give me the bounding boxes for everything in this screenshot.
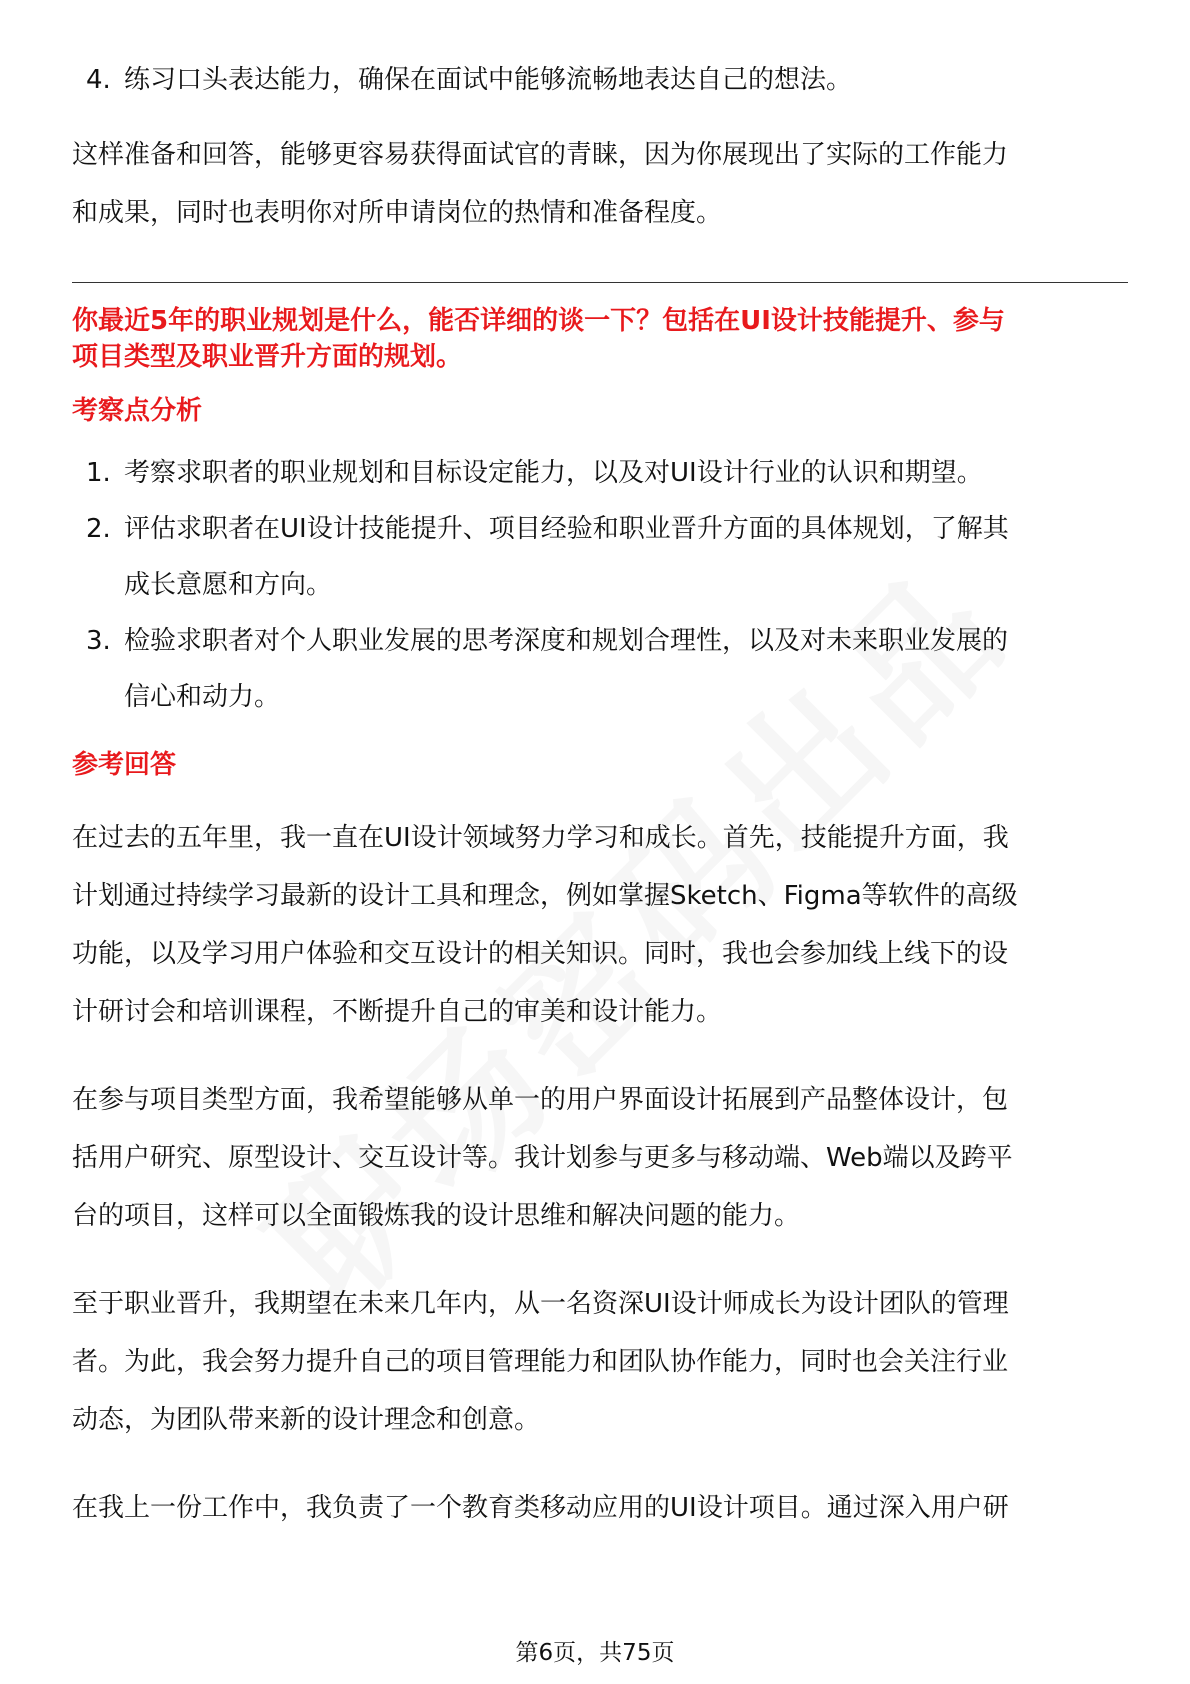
paragraph-line: 在过去的五年里，我一直在UI设计领域努力学习和成长。首先，技能提升方面，我 xyxy=(72,823,1009,853)
page-footer: 第6页，共75页 xyxy=(515,1640,675,1666)
list-item xyxy=(72,445,1128,501)
paragraph-line: 在我上一份工作中，我负责了一个教育类移动应用的UI设计项目。通过深入用户研 xyxy=(72,1493,1009,1523)
paragraph-line: 计研讨会和培训课程，不断提升自己的审美和设计能力。 xyxy=(72,997,723,1027)
list-item xyxy=(72,501,1128,613)
list-item-line: 信心和动力。 xyxy=(124,682,281,712)
paragraph-line: 功能，以及学习用户体验和交互设计的相关知识。同时，我也会参加线上线下的设 xyxy=(72,939,1009,969)
document-page xyxy=(72,52,1128,1537)
paragraph-line: 这样准备和回答，能够更容易获得面试官的青睐，因为你展现出了实际的工作能力 xyxy=(72,140,1009,170)
list-item-line: 评估求职者在UI设计技能提升、项目经验和职业晋升方面的具体规划，了解其 xyxy=(124,514,1009,544)
answer-heading: 参考回答 xyxy=(72,750,177,780)
list-item-line: 考察求职者的职业规划和目标设定能力，以及对UI设计行业的认识和期望。 xyxy=(124,458,983,488)
analysis-list xyxy=(72,445,1128,725)
answer-paragraph xyxy=(72,1479,1128,1537)
paragraph-line: 者。为此，我会努力提升自己的项目管理能力和团队协作能力，同时也会关注行业 xyxy=(72,1347,1009,1377)
question-line: 项目类型及职业晋升方面的规划。 xyxy=(72,342,463,372)
answer-paragraph xyxy=(72,1071,1128,1245)
paragraph-line: 至于职业晋升，我期望在未来几年内，从一名资深UI设计师成长为设计团队的管理 xyxy=(72,1289,1009,1319)
list-item xyxy=(72,52,1128,108)
list-item-line: 成长意愿和方向。 xyxy=(124,570,333,600)
list-number: 2. xyxy=(86,514,111,544)
top-list xyxy=(72,52,1128,108)
paragraph-line: 在参与项目类型方面，我希望能够从单一的用户界面设计拓展到产品整体设计，包 xyxy=(72,1085,1009,1115)
paragraph-line: 括用户研究、原型设计、交互设计等。我计划参与更多与移动端、Web端以及跨平 xyxy=(72,1143,1013,1173)
summary-paragraph xyxy=(72,126,1128,242)
paragraph-line: 和成果，同时也表明你对所申请岗位的热情和准备程度。 xyxy=(72,198,723,228)
list-item xyxy=(72,613,1128,725)
list-number: 1. xyxy=(86,458,111,488)
answer-paragraph xyxy=(72,809,1128,1041)
interview-question xyxy=(72,303,1128,375)
answer-paragraph xyxy=(72,1275,1128,1449)
paragraph-line: 台的项目，这样可以全面锻炼我的设计思维和解决问题的能力。 xyxy=(72,1201,801,1231)
question-line: 你最近5年的职业规划是什么，能否详细的谈一下？包括在UI设计技能提升、参与 xyxy=(72,306,1005,336)
analysis-heading: 考察点分析 xyxy=(72,396,203,426)
paragraph-line: 动态，为团队带来新的设计理念和创意。 xyxy=(72,1405,541,1435)
paragraph-line: 计划通过持续学习最新的设计工具和理念，例如掌握Sketch、Figma等软件的高级 xyxy=(72,881,1018,911)
list-number: 4. xyxy=(86,65,111,95)
list-number: 3. xyxy=(86,626,111,656)
list-item-line: 检验求职者对个人职业发展的思考深度和规划合理性，以及对未来职业发展的 xyxy=(124,626,1009,656)
list-item-text: 练习口头表达能力，确保在面试中能够流畅地表达自己的想法。 xyxy=(124,65,853,95)
